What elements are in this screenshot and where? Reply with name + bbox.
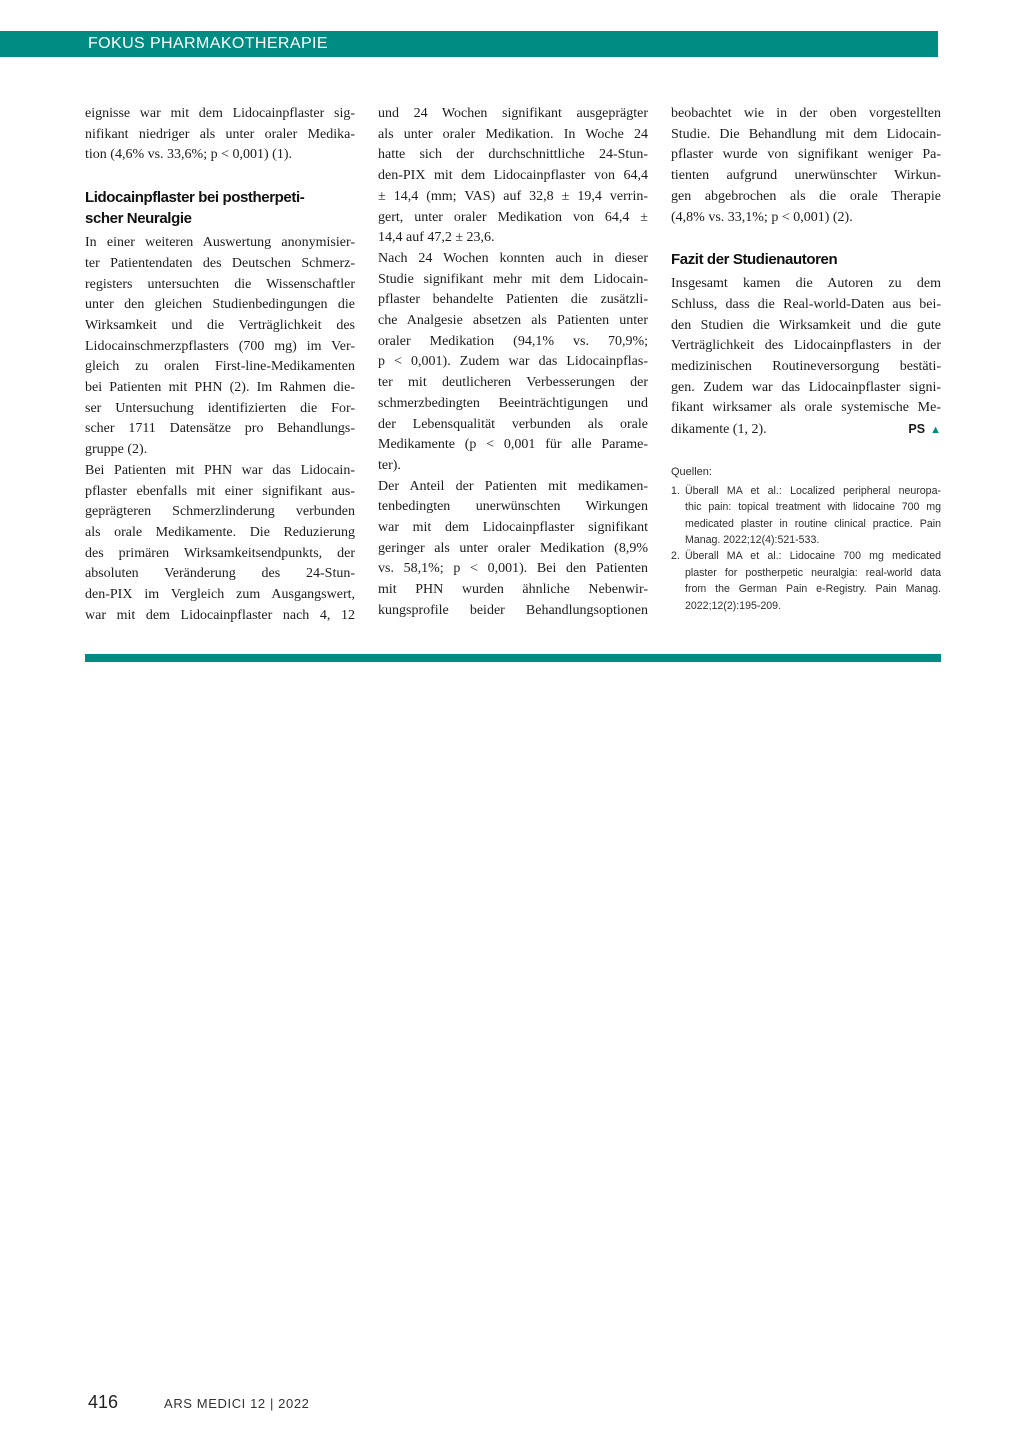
paragraph-line: ter Patientendaten des Deutschen Schmerz-: [85, 255, 355, 271]
paragraph-line: Bei Patienten mit PHN war das Lidocain-: [85, 462, 355, 478]
source-line: Manag. 2022;12(4):521-533.: [685, 534, 820, 547]
paragraph-line: tenbedingten unerwünschten Wirkungen: [378, 499, 648, 515]
paragraph-line: geprägteren Schmerzlinderung verbunden: [85, 504, 355, 520]
sources-section: [671, 465, 941, 614]
heading-line: Fazit der Studienautoren: [671, 251, 838, 269]
paragraph-line: pflaster ebenfalls mit einer signifikant aus-: [85, 483, 355, 499]
paragraph-line: fikant wirksamer als orale systemische Me-: [671, 400, 941, 416]
paragraph-line: schmerzbedingten Beeinträchtigungen und: [378, 395, 648, 411]
section-heading: [671, 249, 941, 270]
source-item: [671, 483, 941, 549]
paragraph-line: pflaster behandelte Patienten die zusätzli-: [378, 292, 648, 308]
column-1: [85, 104, 355, 626]
source-line: Überall MA et al.: Lidocaine 700 mg medicated: [685, 550, 941, 563]
paragraph-line: scher 1711 Datensätze pro Behandlungs-: [85, 421, 355, 437]
paragraph: [378, 249, 648, 477]
paragraph-line: tienten aufgrund unerwünschter Wirkun-: [671, 168, 941, 184]
footer: [88, 1392, 309, 1413]
paragraph-line: ser Untersuchung identifizierten die For-: [85, 400, 355, 416]
paragraph-line: 14,4 auf 47,2 ± 23,6.: [378, 230, 495, 246]
paragraph-line: eignisse war mit dem Lidocainpflaster sig-: [85, 106, 355, 121]
sources-title: Quellen:: [671, 465, 712, 478]
source-line: 2022;12(2):195-209.: [685, 599, 782, 612]
paragraph-line: Nach 24 Wochen konnten auch in dieser: [378, 250, 648, 266]
paragraph-line: ter mit deutlicheren Verbesserungen der: [378, 375, 648, 391]
heading-line: Lidocainpflaster bei postherpeti-: [85, 189, 305, 207]
paragraph-line: kungsprofile beider Behandlungsoptionen: [378, 602, 648, 618]
paragraph-line: gen abgebrochen als die orale Therapie: [671, 188, 941, 204]
paragraph-line: gert, unter oraler Medikation von 64,4 ±: [378, 209, 648, 225]
paragraph-line: als unter oraler Medikation. In Woche 24: [378, 126, 648, 142]
paragraph-line: oraler Medikation (94,1% vs. 70,9%;: [378, 333, 648, 349]
triangle-up-icon: ▲: [930, 424, 941, 437]
footer-page-number: 416: [88, 1392, 119, 1412]
source-line: medicated plaster in routine clinical practice. Pain: [685, 517, 941, 530]
column-3: [671, 104, 941, 626]
header-band: [0, 31, 938, 57]
source-item: [671, 548, 941, 614]
paragraph-line: gen. Zudem war das Lidocainpflaster signi-: [671, 379, 941, 395]
paragraph-line: der Lebensqualität verbunden als orale: [378, 416, 648, 432]
paragraph-line: beobachtet wie in der oben vorgestellten: [671, 106, 941, 121]
paragraph-line: Medikamente (p < 0,001 für alle Parame-: [378, 437, 648, 453]
paragraph-line: Der Anteil der Patienten mit medikamen-: [378, 478, 648, 494]
paragraph-line: geringer als unter oraler Medikation (8,9%: [378, 540, 648, 556]
source-line: Überall MA et al.: Localized peripheral neuropa-: [685, 484, 941, 497]
paragraph-line: den-PIX mit dem Lidocainpflaster von 64,4: [378, 168, 648, 184]
paragraph-line: Studie signifikant mehr mit dem Lidocain-: [378, 271, 648, 287]
paragraph-line: hatte sich der durchschnittliche 24-Stun-: [378, 147, 648, 163]
source-line: from the German Pain e-Registry. Pain Manag.: [685, 583, 941, 596]
paragraph-line: gruppe (2).: [85, 442, 148, 458]
source-text: [685, 548, 941, 614]
source-line: thic pain: topical treatment with lidocaine 700 mg: [685, 501, 941, 514]
separator-rule: [85, 654, 941, 662]
paragraph-line: In einer weiteren Auswertung anonymisier-: [85, 235, 355, 251]
paragraph-line: Wirksamkeit und die Verträglichkeit des: [85, 317, 355, 333]
paragraph-line: vs. 58,1%; p < 0,001). Bei den Patienten: [378, 561, 648, 577]
paragraph: [378, 477, 648, 622]
paragraph-line: (4,8% vs. 33,1%; p < 0,001) (2).: [671, 209, 853, 225]
paragraph-line: ± 14,4 (mm; VAS) auf 32,8 ± 19,4 verrin-: [378, 188, 648, 204]
section-title: FOKUS PHARMAKOTHERAPIE: [88, 35, 328, 52]
paragraph-line: gleich zu oralen First-line-Medikamenten: [85, 359, 355, 375]
heading-line: scher Neuralgie: [85, 210, 192, 228]
paragraph-line: als orale Medikamente. Die Reduzierung: [85, 524, 355, 540]
source-number: 1.: [671, 484, 680, 497]
paragraph-line: den Studien die Wirksamkeit und die gute: [671, 317, 941, 333]
columns: [85, 104, 941, 626]
paragraph-line-text: dikamente (1, 2).: [671, 422, 767, 438]
paragraph-line: Lidocainschmerzpflasters (700 mg) im Ver-: [85, 338, 355, 354]
paragraph-line: registers untersuchten die Wissenschaftler: [85, 276, 355, 292]
paragraph: [671, 274, 941, 441]
paragraph-line: p < 0,001). Zudem war das Lidocainpflas-: [378, 354, 648, 370]
source-number: 2.: [671, 550, 680, 563]
paragraph: [85, 104, 355, 166]
paragraph-line: war mit dem Lidocainpflaster signifikant: [378, 520, 648, 536]
paragraph-line: Schluss, dass die Real-world-Daten aus bei-: [671, 296, 941, 312]
paragraph-line: unter den gleichen Studienbedingungen die: [85, 297, 355, 313]
paragraph-line: ter).: [378, 457, 401, 473]
paragraph-line: und 24 Wochen signifikant ausgeprägter: [378, 106, 648, 121]
source-text: [685, 483, 941, 549]
paragraph: [85, 461, 355, 627]
paragraph-line: Insgesamt kamen die Autoren zu dem: [671, 276, 941, 292]
paragraph-line: Verträglichkeit des Lidocainpflasters in der: [671, 338, 941, 354]
paragraph-line: war mit dem Lidocainpflaster nach 4, 12: [85, 607, 355, 623]
paragraph-line: [671, 419, 941, 441]
paragraph: [671, 104, 941, 228]
paragraph-line: bei Patienten mit PHN (2). Im Rahmen die-: [85, 380, 355, 396]
paragraph-line: tion (4,6% vs. 33,6%; p < 0,001) (1).: [85, 147, 292, 163]
paragraph-line: Studie. Die Behandlung mit dem Lidocain-: [671, 126, 941, 142]
paragraph-line: pflaster wurde von signifikant weniger Pa-: [671, 147, 941, 163]
ps-marker: [908, 419, 941, 441]
paragraph-line: absoluten Veränderung des 24-Stun-: [85, 566, 355, 582]
section-heading: [85, 187, 355, 229]
paragraph: [85, 233, 355, 461]
paragraph-line: medizinischen Routineversorgung bestäti-: [671, 359, 941, 375]
paragraph-line: mit PHN wurden ähnliche Nebenwir-: [378, 582, 648, 598]
source-line: plaster for postherpetic neuralgia: real-world data: [685, 566, 941, 579]
paragraph-line: des primären Wirksamkeitsendpunkts, der: [85, 545, 355, 561]
ps-author-initials: PS: [908, 422, 926, 437]
column-2: [378, 104, 648, 626]
paragraph-line: den-PIX im Vergleich zum Ausgangswert,: [85, 587, 355, 603]
paragraph-line: che Analgesie absetzen als Patienten unter: [378, 313, 648, 329]
paragraph-line: nifikant niedriger als unter oraler Medika-: [85, 126, 355, 142]
footer-journal-name: ARS MEDICI 12 | 2022: [164, 1396, 310, 1411]
paragraph: [378, 104, 648, 249]
